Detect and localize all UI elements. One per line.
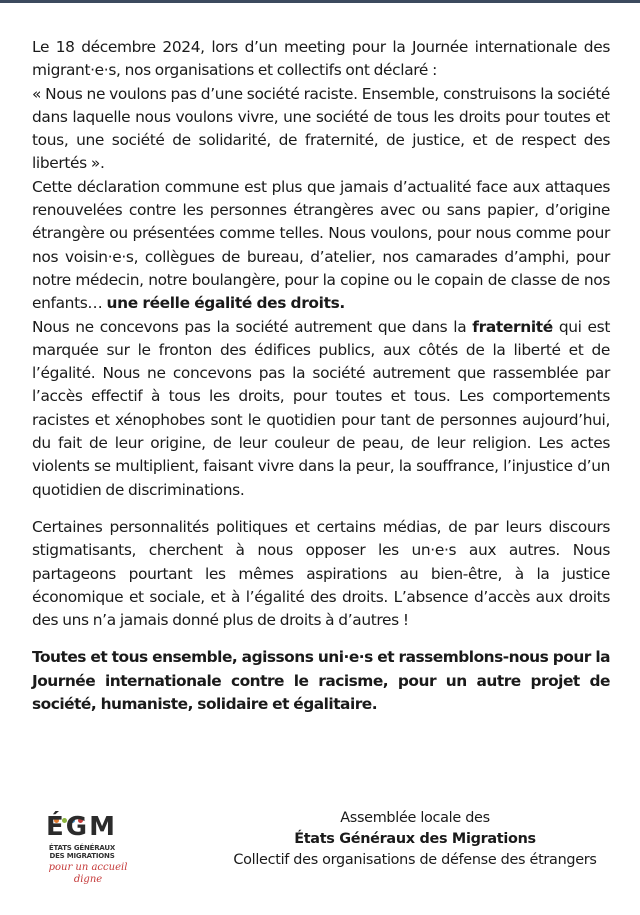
paragraph-medias: Certaines personnalités politiques et certains médias, de par leurs discours stigmatisants, cherchent à nous opposer les un·e·s aux autres. Nous partageons pourtant les mêmes aspirations au bien-être, à la justice économique et sociale, et à l’égalité des droits. L’absence d’accès aux droits des uns n’a jamais donné plus de droits à d’autres ! — [32, 517, 610, 630]
signature-line-2: États Généraux des Migrations — [294, 831, 536, 847]
declaration-text — [32, 36, 610, 716]
paragraph-fraternite-start: Nous ne concevons pas la société autrement que dans la — [32, 317, 467, 336]
logo-line-2: DES MIGRATIONS — [49, 852, 115, 860]
paragraph-fraternite-emphasis: fraternité — [472, 317, 553, 336]
paragraph-fraternite-end: qui est marquée sur le fronton des édifices publics, aux côtés de la liberté et de l’égalité. Nous ne concevons pas la société autrement que rassemblée par l’accès effectif à tous les droits, pour toutes et tous. Les comportements racistes et xénophobes sont le quotidien pour tant de personnes aujourd’hui, du fait de leur origine, de leur couleur de peau, de leur religion. Les actes violents se multiplient, faisant vivre dans la peur, la souffrance, l’injustice d’un quotidien de discriminations. — [32, 317, 611, 499]
paragraph-fraternite — [32, 316, 610, 502]
signature-block — [210, 808, 620, 871]
paragraph-quote: « Nous ne voulons pas d’une société raciste. Ensemble, construisons la société dans laquelle nous voulons vivre, une société de tous les droits pour toutes et tous, une société de solidarité, de fraternité, de justice, et de respect des libertés ». — [32, 84, 610, 173]
logo-line-1: ÉTATS GÉNÉRAUX — [48, 844, 116, 852]
paragraph-actualite-emphasis: une réelle égalité des droits. — [106, 294, 345, 313]
signature-line-1: Assemblée locale des — [340, 810, 490, 826]
egm-logo — [40, 806, 136, 896]
paragraph-actualite-text: Cette déclaration commune est plus que jamais d’actualité face aux attaques renouvelées contre les personnes étrangères avec ou sans papier, d’origine étrangère ou présentées comme telles. Nous voulons, pour nous comme pour nos voisin·e·s, collègues de bureau, d’atelier, nos camarades d’amphi, pour notre médecin, notre boulangère, pour la copine ou le copain de classe de nos enfants… — [32, 177, 610, 313]
paragraph-call-to-action: Toutes et tous ensemble, agissons uni·e·s et rassemblons-nous pour la Journée internationale contre le racisme, pour un autre projet de société, humaniste, solidaire et égalitaire. — [32, 648, 610, 714]
top-border — [0, 0, 640, 3]
paragraph-actualite — [32, 176, 610, 316]
logo-mark: ÉGM — [46, 812, 117, 842]
logo-tagline: pour un accueil digne — [48, 862, 128, 885]
paragraph-intro: Le 18 décembre 2024, lors d’un meeting pour la Journée internationale des migrant·e·s, nos organisations et collectifs ont déclaré : — [32, 38, 610, 80]
signature-line-3: Collectif des organisations de défense des étrangers — [233, 852, 597, 868]
